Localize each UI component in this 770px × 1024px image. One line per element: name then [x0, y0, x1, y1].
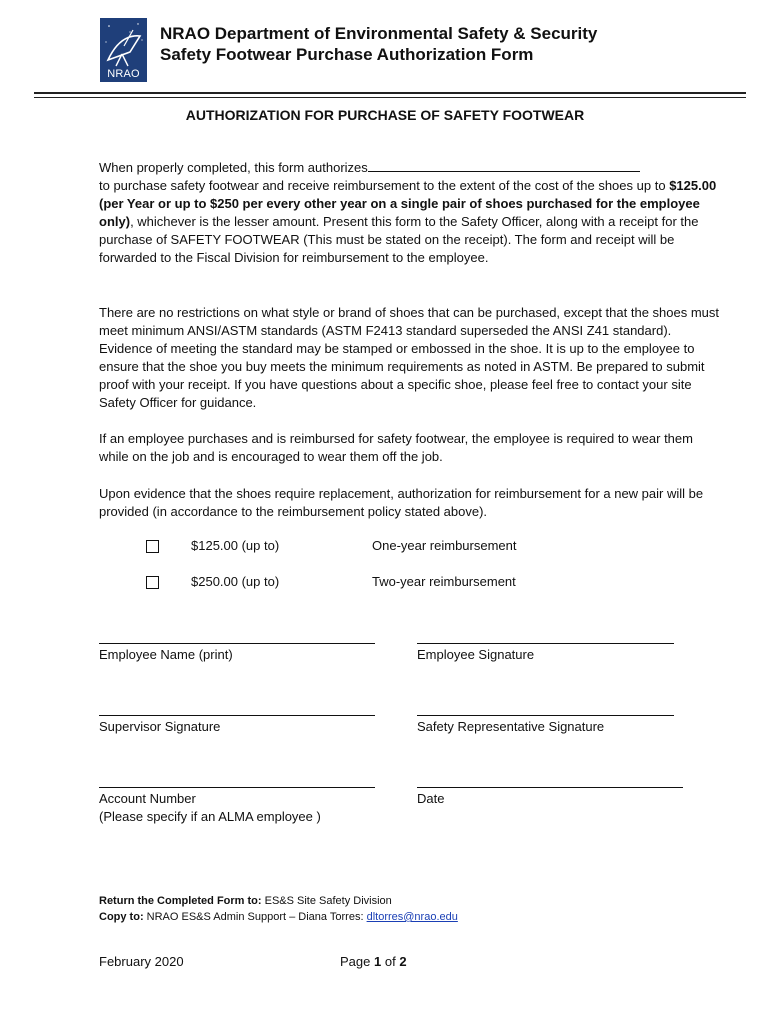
safety-rep-signature-label: Safety Representative Signature [417, 719, 605, 734]
logo-text: NRAO [107, 68, 140, 80]
p1-start: When properly completed, this form authorizes [99, 160, 368, 175]
checkbox-one-year[interactable] [146, 540, 159, 553]
p1-line2: to purchase safety footwear and receive reimbursement to the extent of the cost of the shoes up to [99, 178, 666, 193]
return-label: Return the Completed Form to: [99, 895, 262, 907]
paragraph-replacement: Upon evidence that the shoes require replacement, authorization for reimbursement for a new pair will be provided (in accordance to the reimbursement policy stated above). [99, 486, 704, 519]
option-label-two-year: Two-year reimbursement [372, 574, 516, 589]
option-label-one-year: One-year reimbursement [372, 538, 517, 553]
form-title: Safety Footwear Purchase Authorization Form [160, 45, 534, 64]
page-number [340, 954, 407, 969]
email-link[interactable]: dltorres@nrao.edu [366, 911, 458, 923]
return-value: ES&S Site Safety Division [264, 895, 392, 907]
supervisor-signature-label: Supervisor Signature [99, 719, 221, 734]
revision-date: February 2020 [99, 954, 184, 969]
department-title: NRAO Department of Environmental Safety & Security [160, 24, 598, 43]
date-line[interactable] [417, 787, 683, 788]
copy-label: Copy to: [99, 911, 144, 923]
employee-signature-label: Employee Signature [417, 647, 535, 662]
header-rule-thick [34, 92, 746, 94]
employee-name-line[interactable] [99, 643, 375, 644]
page-prefix: Page [340, 954, 371, 969]
paragraph-authorization [99, 159, 724, 267]
section-title: AUTHORIZATION FOR PURCHASE OF SAFETY FOOTWEAR [185, 107, 585, 123]
copy-to-line [99, 911, 458, 923]
safety-rep-signature-line[interactable] [417, 715, 674, 716]
header-rule-thin [34, 97, 746, 98]
date-label: Date [417, 791, 445, 806]
employee-signature-line[interactable] [417, 643, 674, 644]
option-amount-one-year: $125.00 (up to) [191, 538, 280, 553]
p1-bold-limit: $125.00 (per Year or up to $250 per every other year on a single pair of shoes purchased for the employee only) [99, 178, 717, 229]
paragraph-wear-requirement: If an employee purchases and is reimbursed for safety footwear, the employee is required to wear them while on the job and is encouraged to wear them off the job. [99, 431, 693, 464]
authorized-name-blank[interactable] [368, 159, 640, 172]
return-to-line [99, 895, 392, 907]
copy-value: NRAO ES&S Admin Support – Diana Torres: [146, 911, 364, 923]
employee-name-label: Employee Name (print) [99, 647, 233, 662]
p1-rest: , whichever is the lesser amount. Present this form to the Safety Officer, along with a receipt for the purchase of SAFETY FOOTWEAR (This must be stated on the receipt). The form and receipt will be forwarded to the Fiscal Division for reimbursement to the employee. [99, 214, 699, 265]
page-of: of [384, 954, 396, 969]
page-total: 2 [399, 954, 407, 969]
supervisor-signature-line[interactable] [99, 715, 375, 716]
account-number-label: Account Number [99, 791, 196, 806]
option-amount-two-year: $250.00 (up to) [191, 574, 280, 589]
paragraph-restrictions: There are no restrictions on what style or brand of shoes that can be purchased, except that the shoes must meet minimum ANSI/ASTM standards (ASTM F2413 standard superseded the ANSI Z41 standard). Evidence of meeting the standard may be stamped or embossed in the shoe. It is up to the employee to ensure that the shoe you buy meets the minimum requirements as noted in ASTM. Be prepared to submit proof with your receipt. If you have questions about a specific shoe, please feel free to contact your site Safety Officer for guidance. [99, 305, 720, 410]
nrao-logo [100, 18, 147, 82]
account-number-note: (Please specify if an ALMA employee ) [99, 809, 321, 824]
account-number-line[interactable] [99, 787, 375, 788]
checkbox-two-year[interactable] [146, 576, 159, 589]
page-current: 1 [374, 954, 382, 969]
